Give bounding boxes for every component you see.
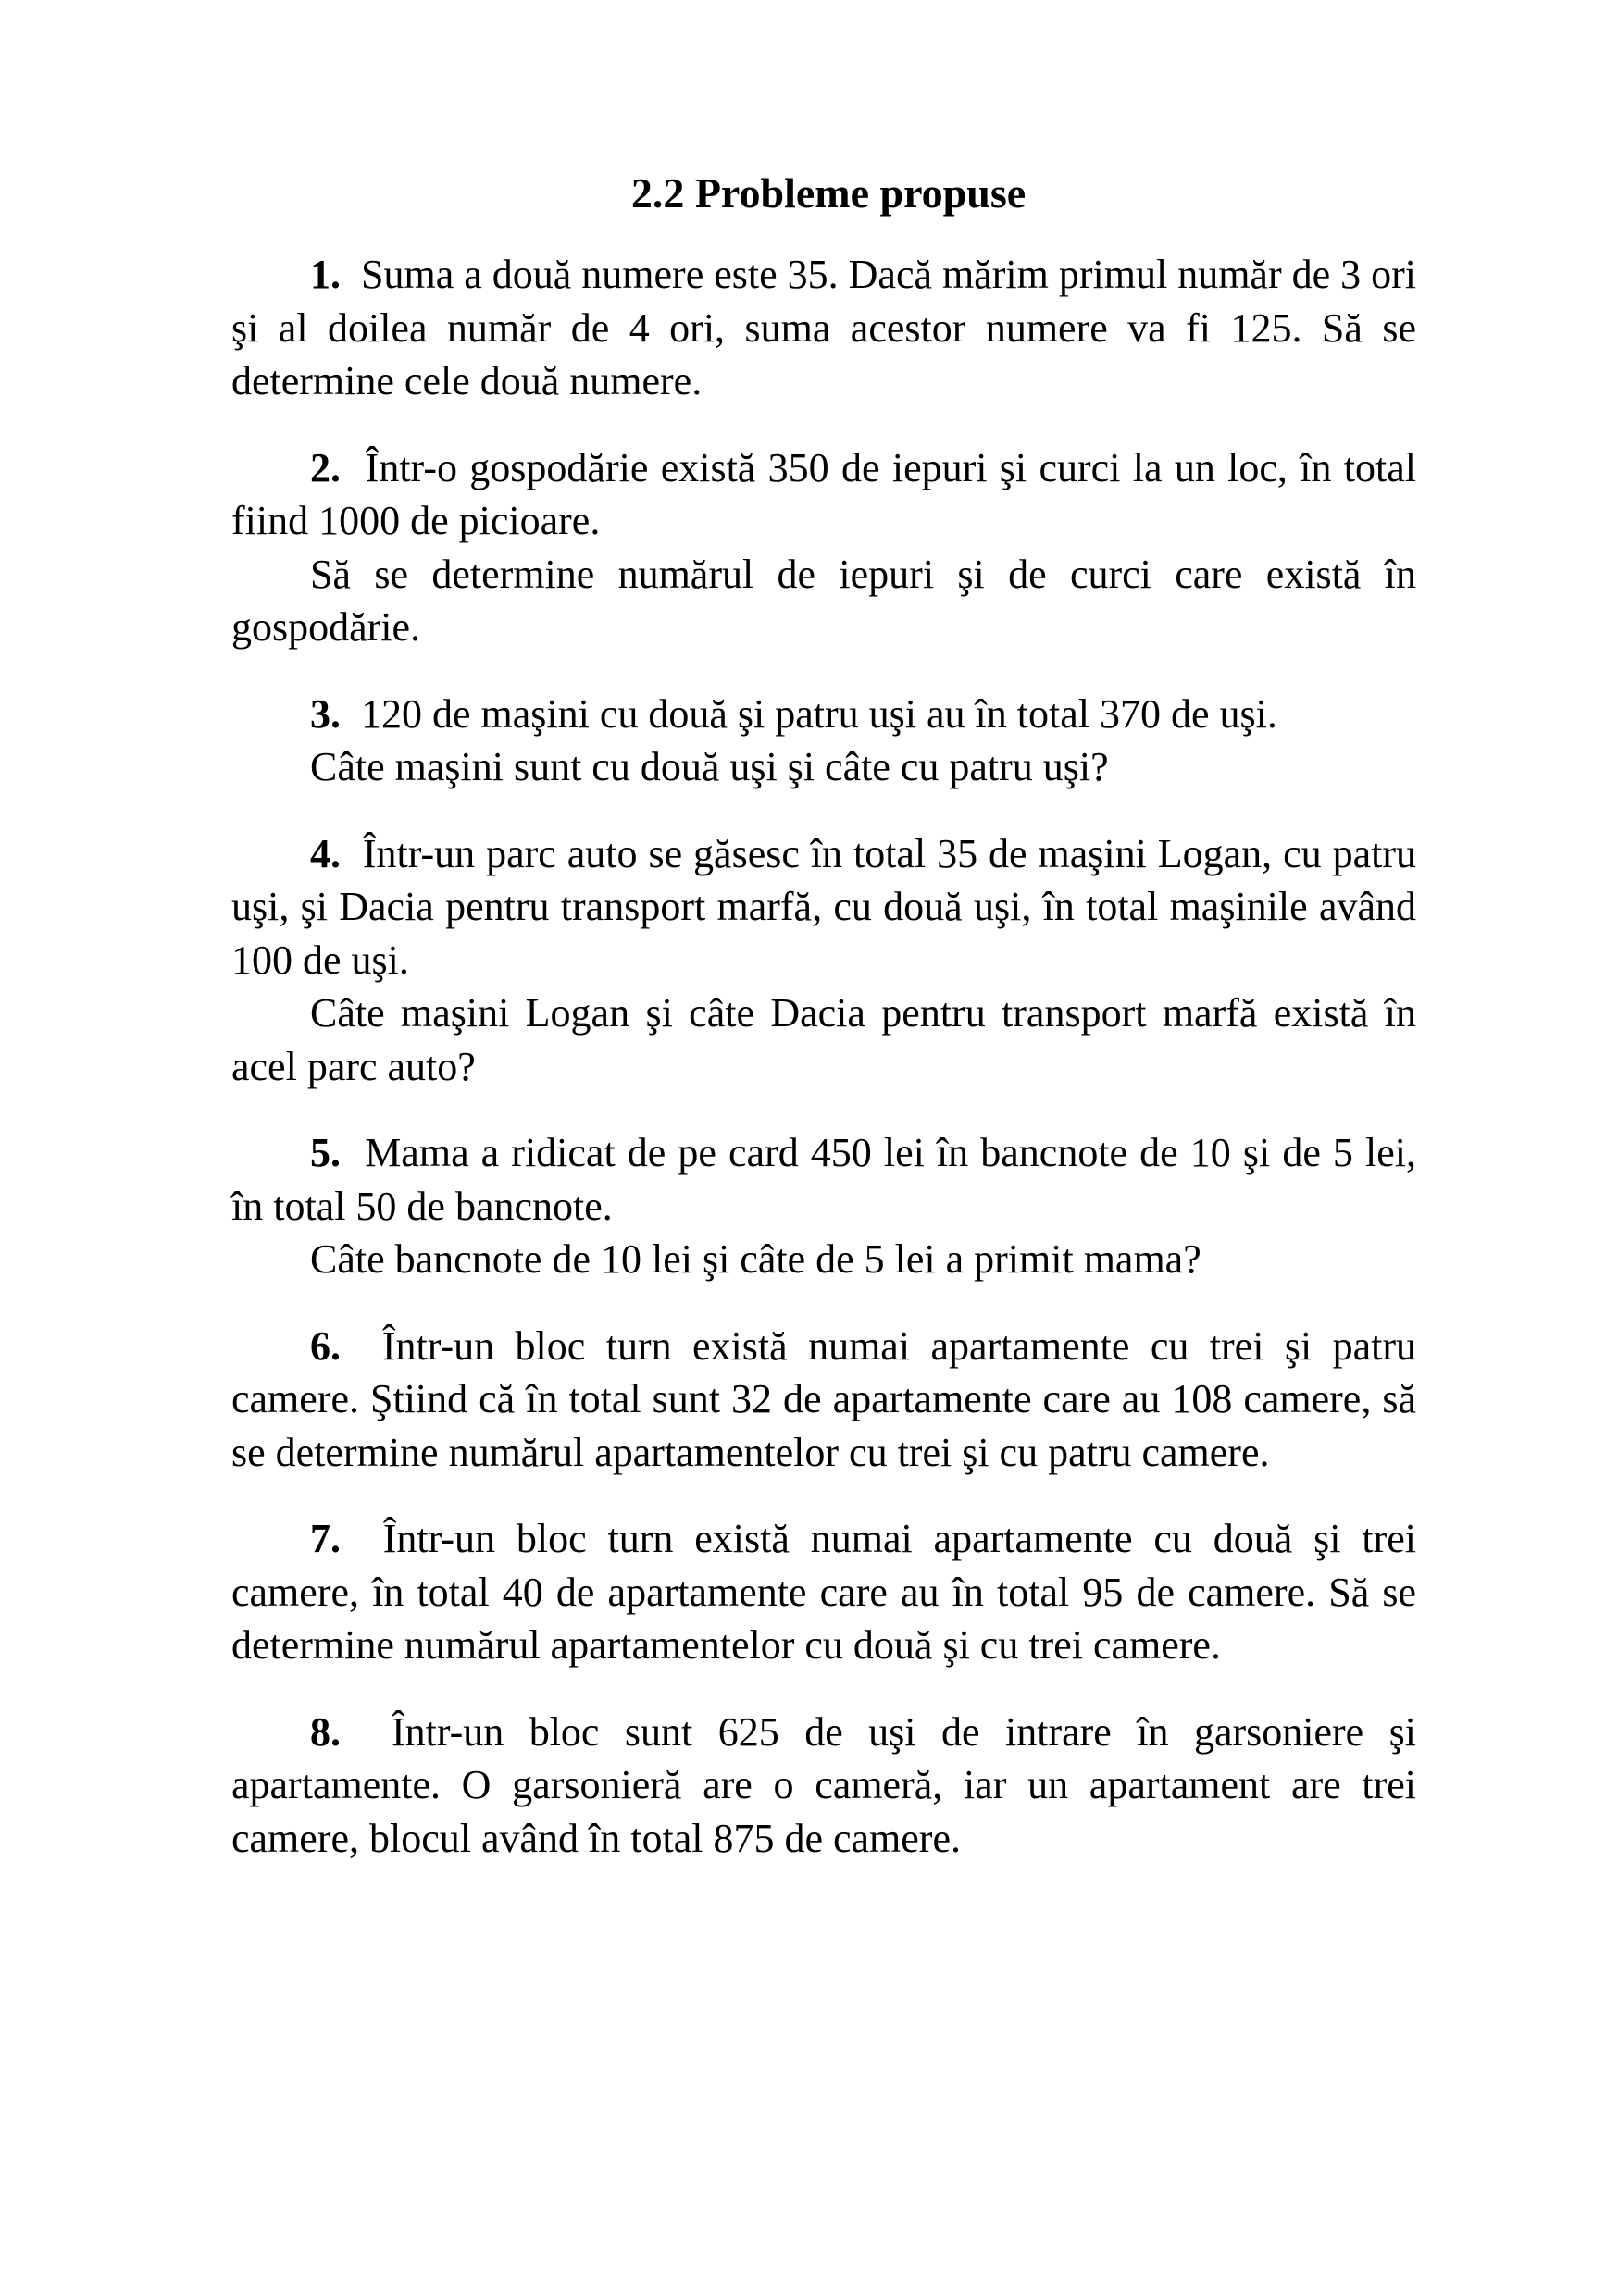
problem-question: Câte bancnote de 10 lei şi câte de 5 lei a primit mama?: [310, 1236, 1201, 1282]
problem-text: Într-un bloc turn există numai apartamente cu trei şi patru camere. Ştiind că în total sunt 32 de apartamente care au 108 camere, să se determine numărul apartamentelor cu trei şi cu patru camere.: [231, 1322, 1417, 1475]
problem-number: 2.: [310, 444, 341, 490]
problem-text: 120 de maşini cu două şi patru uşi au în total 370 de uşi.: [361, 690, 1277, 737]
problem-paragraph: [231, 827, 1416, 987]
problem-text: Într-un bloc turn există numai apartamente cu două şi trei camere, în total 40 de apartamente care au în total 95 de camere. Să se determine numărul apartamentelor cu două şi cu trei camere.: [231, 1516, 1416, 1668]
problem-paragraph: [231, 1706, 1416, 1866]
problem-3: [231, 688, 1416, 794]
problem-number: 7.: [310, 1516, 341, 1561]
problem-text: Mama a ridicat de pe card 450 lei în bancnote de 10 şi de 5 lei, în total 50 de bancnote.: [231, 1130, 1417, 1229]
problem-4: [231, 827, 1416, 1094]
problem-paragraph: [231, 1320, 1416, 1480]
problem-number: 3.: [310, 690, 341, 737]
problem-paragraph: [231, 441, 1416, 548]
problem-number: 4.: [310, 830, 341, 876]
problem-6: [231, 1320, 1416, 1480]
problem-question: Câte maşini Logan şi câte Dacia pentru transport marfă există în acel parc auto?: [231, 990, 1416, 1089]
problem-paragraph: [231, 1512, 1416, 1672]
problem-question: Să se determine numărul de iepuri şi de curci care există în gospodărie.: [231, 551, 1416, 650]
problem-5: [231, 1126, 1416, 1286]
problem-number: 1.: [310, 252, 341, 297]
problem-1: [231, 248, 1416, 408]
section-title: 2.2 Probleme propuse: [630, 169, 1027, 217]
document-page: [231, 167, 1416, 1898]
problem-8: [231, 1706, 1416, 1866]
problem-number: 6.: [310, 1322, 341, 1369]
problem-7: [231, 1512, 1416, 1672]
problem-question: Câte maşini sunt cu două uşi şi câte cu patru uşi?: [310, 744, 1109, 789]
problem-number: 8.: [310, 1708, 341, 1755]
problem-text: Suma a două numere este 35. Dacă mărim primul număr de 3 ori şi al doilea număr de 4 ori, suma acestor numere va fi 125. Să se determine cele două numere.: [231, 252, 1417, 403]
problem-number: 5.: [310, 1130, 341, 1175]
problem-paragraph: [231, 1126, 1416, 1233]
problem-paragraph: [231, 688, 1416, 741]
problem-text: Într-un bloc sunt 625 de uşi de intrare în garsoniere şi apartamente. O garsonieră are o cameră, iar un apartament are trei camere, blocul având în total 875 de camere.: [231, 1708, 1417, 1861]
problem-text: Într-o gospodărie există 350 de iepuri şi curci la un loc, în total fiind 1000 de picioare.: [231, 444, 1417, 543]
problem-text: Într-un parc auto se găsesc în total 35 de maşini Logan, cu patru uşi, şi Dacia pentru transport marfă, cu două uşi, în total maşinile având 100 de uşi.: [231, 830, 1416, 983]
problem-paragraph: [231, 248, 1416, 408]
problem-2: [231, 441, 1416, 654]
